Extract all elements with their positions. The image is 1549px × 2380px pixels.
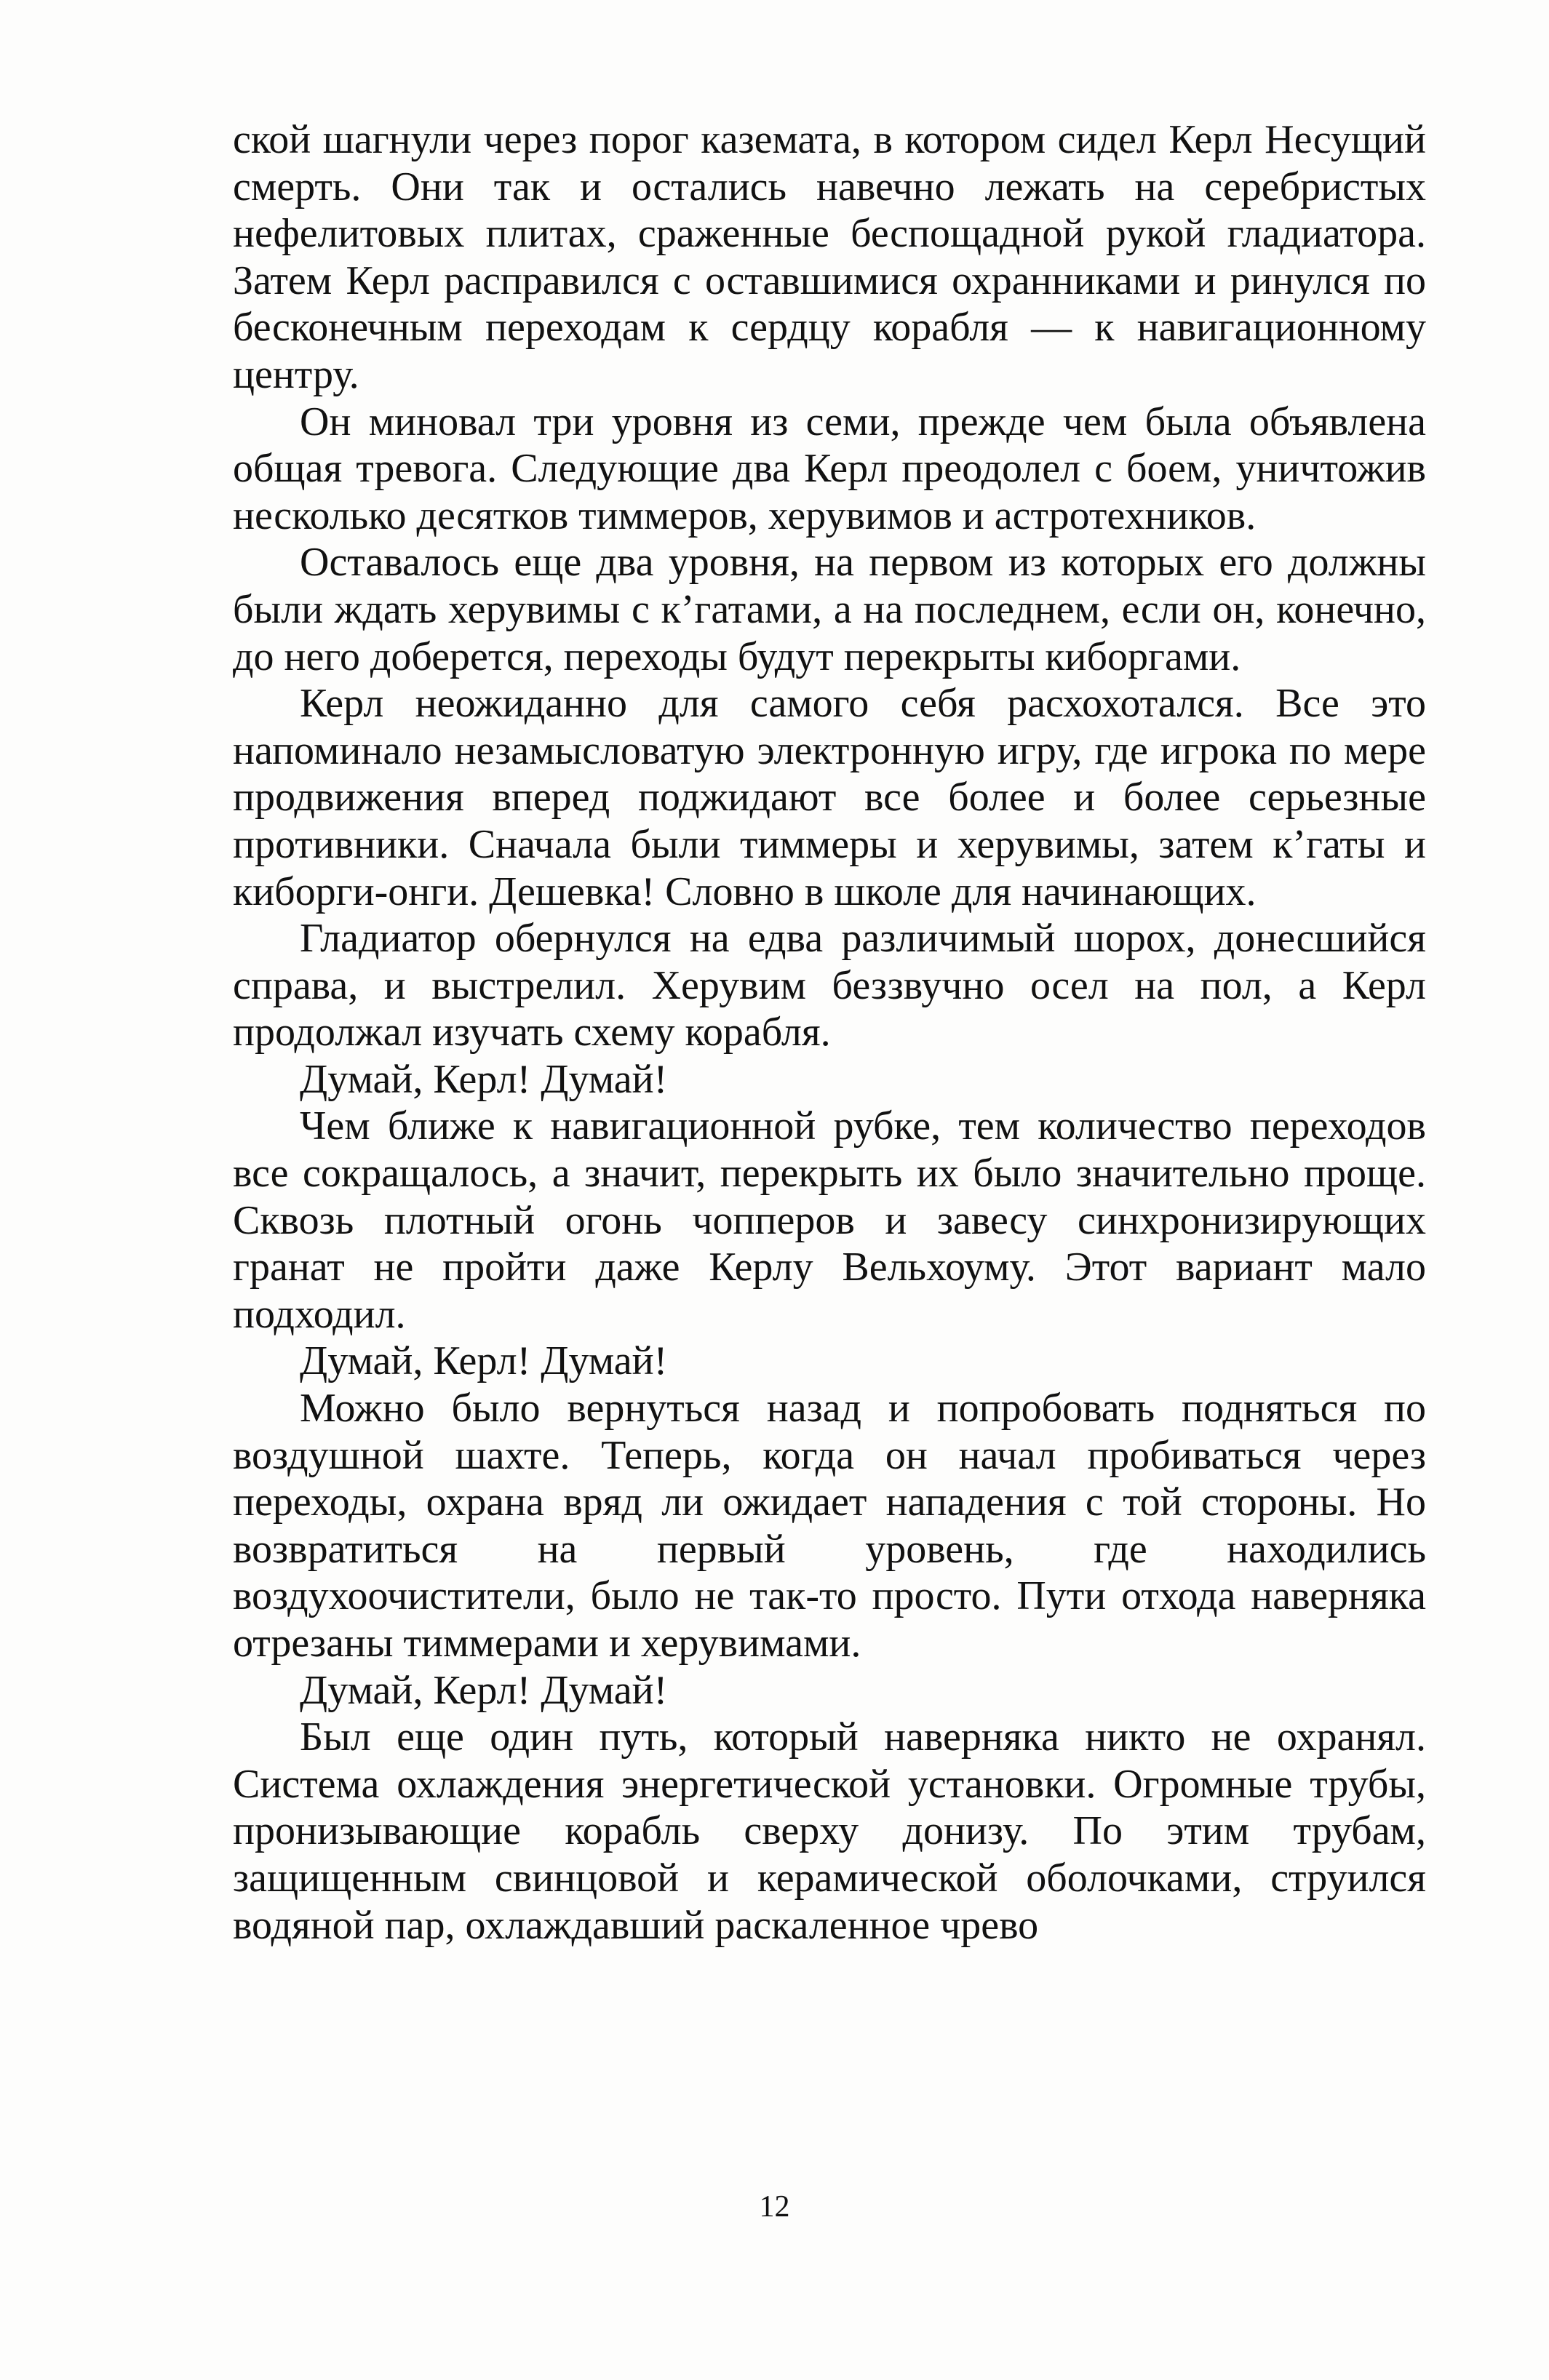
paragraph-3: Оставалось еще два уровня, на первом из которых его должны были ждать херувимы с к’гатами, а на последнем, если он, конечно, до него доберется, переходы будут перекрыты киборгами.: [233, 540, 1426, 679]
paragraph-1: ской шагнули через порог каземата, в котором сидел Керл Несущий смерть. Они так и остались навечно лежать на серебристых нефелитовых плитах, сраженные беспощадной рукой гладиатора. Затем Керл расправился с оставшимися охранниками и ринулся по бесконечным переходам к сердцу корабля — к навигационному центру.: [233, 117, 1426, 397]
paragraph-5: Гладиатор обернулся на едва различимый шорох, донесшийся справа, и выстрелил. Херувим беззвучно осел на пол, а Керл продолжал изучать схему корабля.: [233, 916, 1426, 1055]
paragraph-9: Можно было вернуться назад и попробовать подняться по воздушной шахте. Теперь, когда он начал пробиваться через переходы, охрана вряд ли ожидает нападения с той стороны. Но возвратиться на первый уровень, где находились воздухоочистители, было не так-то просто. Пути отхода наверняка отрезаны тиммерами и херувимами.: [233, 1386, 1426, 1666]
paragraph-11: Был еще один путь, который наверняка никто не охранял. Система охлаждения энергетической установки. Огромные трубы, пронизывающие корабль сверху донизу. По этим трубам, защищенным свинцовой и керамической оболочками, струился водяной пар, охлаждавший раскаленное чрево: [233, 1714, 1426, 1948]
paragraph-7: Чем ближе к навигационной рубке, тем количество переходов все сокращалось, а значит, перекрыть их было значительно проще. Сквозь плотный огонь чопперов и завесу синхронизирующих гранат не пройти даже Керлу Вельхоуму. Этот вариант мало подходил.: [233, 1103, 1426, 1337]
paragraph-10: Думай, Керл! Думай!: [300, 1667, 668, 1713]
paragraph-2: Он миновал три уровня из семи, прежде чем была объявлена общая тревога. Следующие два Керл преодолел с боем, уничтожив несколько десятков тиммеров, херувимов и астротехников.: [233, 399, 1426, 538]
paragraph-4: Керл неожиданно для самого себя расхохотался. Все это напоминало незамысловатую электронную игру, где игрока по мере продвижения вперед поджидают все более и более серьезные противники. Сначала были тиммеры и херувимы, затем к’гаты и киборги-онги. Дешевка! Словно в школе для начинающих.: [233, 681, 1426, 914]
page-number: 12: [759, 2190, 790, 2224]
paragraph-6: Думай, Керл! Думай!: [300, 1056, 668, 1102]
paragraph-8: Думай, Керл! Думай!: [300, 1338, 668, 1384]
body-text: [233, 116, 1426, 1949]
